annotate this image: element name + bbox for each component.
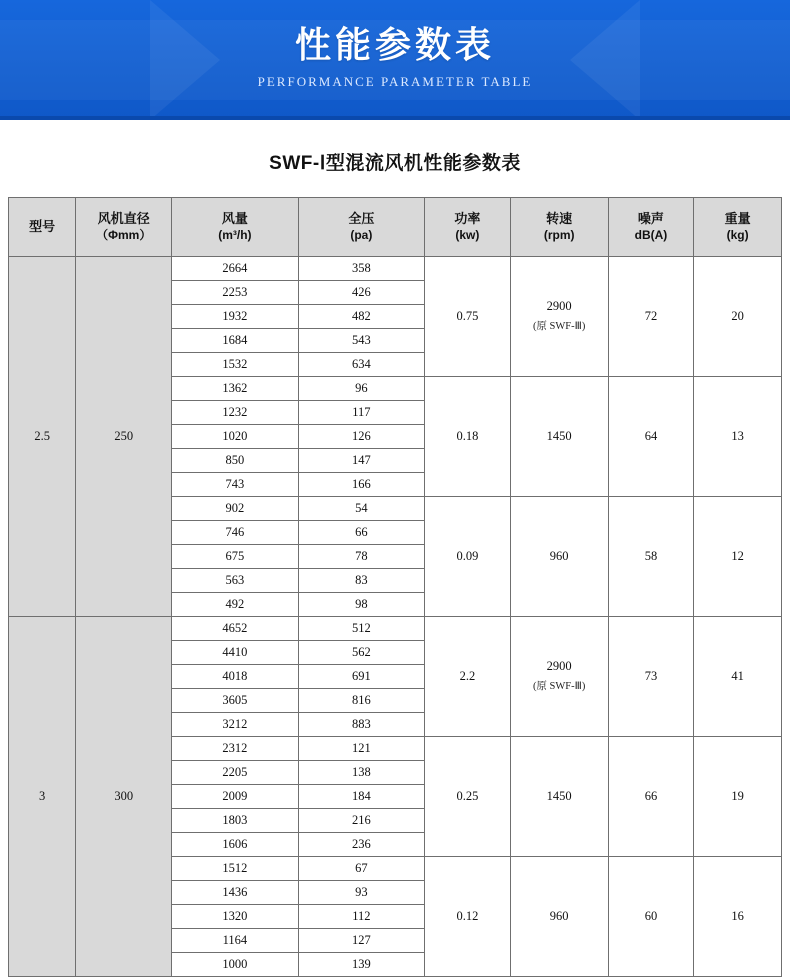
cell-power: 0.25: [425, 737, 511, 857]
speed-note: (原 SWF-Ⅲ): [532, 681, 586, 692]
cell-speed: [510, 737, 608, 857]
column-header-3: [298, 198, 424, 257]
column-header-label: 噪声: [637, 211, 664, 226]
cell-pressure: 482: [298, 305, 424, 329]
cell-noise: 58: [608, 497, 694, 617]
cell-power: 0.09: [425, 497, 511, 617]
table-header: [9, 198, 782, 257]
cell-pressure: 127: [298, 929, 424, 953]
cell-pressure: 512: [298, 617, 424, 641]
cell-speed: [510, 257, 608, 377]
cell-flow: 902: [172, 497, 298, 521]
cell-pressure: 543: [298, 329, 424, 353]
cell-pressure: 98: [298, 593, 424, 617]
table-header-row: [9, 198, 782, 257]
column-header-7: [694, 198, 782, 257]
cell-weight: 41: [694, 617, 782, 737]
cell-pressure: 67: [298, 857, 424, 881]
cell-model: 3: [9, 617, 76, 977]
column-header-unit: (kg): [726, 228, 749, 242]
speed-value: 2900: [546, 299, 572, 313]
cell-flow: 1684: [172, 329, 298, 353]
cell-pressure: 121: [298, 737, 424, 761]
spec-table-wrapper: [0, 197, 790, 977]
cell-pressure: 691: [298, 665, 424, 689]
cell-flow: 2312: [172, 737, 298, 761]
cell-pressure: 426: [298, 281, 424, 305]
cell-flow: 675: [172, 545, 298, 569]
cell-pressure: 138: [298, 761, 424, 785]
cell-pressure: 83: [298, 569, 424, 593]
page-title: SWF-Ⅰ型混流风机性能参数表: [269, 153, 521, 174]
performance-parameter-table: [8, 197, 782, 977]
cell-pressure: 816: [298, 689, 424, 713]
cell-flow: 1320: [172, 905, 298, 929]
cell-weight: 20: [694, 257, 782, 377]
cell-flow: 1436: [172, 881, 298, 905]
cell-pressure: 166: [298, 473, 424, 497]
cell-pressure: 54: [298, 497, 424, 521]
cell-pressure: 236: [298, 833, 424, 857]
cell-noise: 64: [608, 377, 694, 497]
cell-flow: 1606: [172, 833, 298, 857]
cell-flow: 3212: [172, 713, 298, 737]
column-header-1: [76, 198, 172, 257]
column-header-unit: (kw): [455, 228, 480, 242]
column-header-unit: （Φmm）: [96, 228, 152, 242]
cell-flow: 1164: [172, 929, 298, 953]
cell-flow: 563: [172, 569, 298, 593]
cell-flow: 1362: [172, 377, 298, 401]
cell-noise: 60: [608, 857, 694, 977]
column-header-2: [172, 198, 298, 257]
cell-noise: 73: [608, 617, 694, 737]
cell-noise: 66: [608, 737, 694, 857]
cell-pressure: 66: [298, 521, 424, 545]
column-header-0: [9, 198, 76, 257]
cell-flow: 1020: [172, 425, 298, 449]
column-header-unit: (m³/h): [218, 228, 252, 242]
column-header-label: 全压: [348, 211, 375, 226]
cell-pressure: 126: [298, 425, 424, 449]
cell-noise: 72: [608, 257, 694, 377]
cell-flow: 492: [172, 593, 298, 617]
cell-flow: 743: [172, 473, 298, 497]
cell-flow: 3605: [172, 689, 298, 713]
cell-flow: 2009: [172, 785, 298, 809]
cell-flow: 2253: [172, 281, 298, 305]
cell-power: 0.75: [425, 257, 511, 377]
column-header-unit: (rpm): [543, 228, 575, 242]
table-body: [9, 257, 782, 977]
column-header-unit: (pa): [350, 228, 373, 242]
cell-pressure: 117: [298, 401, 424, 425]
banner-title-en: PERFORMANCE PARAMETER TABLE: [257, 74, 533, 89]
cell-flow: 1932: [172, 305, 298, 329]
cell-flow: 2205: [172, 761, 298, 785]
cell-diameter: 300: [76, 617, 172, 977]
cell-speed: [510, 497, 608, 617]
cell-flow: 1000: [172, 953, 298, 977]
cell-weight: 19: [694, 737, 782, 857]
speed-value: 2900: [546, 659, 572, 673]
cell-pressure: 78: [298, 545, 424, 569]
cell-flow: 1532: [172, 353, 298, 377]
cell-model: 2.5: [9, 257, 76, 617]
column-header-label: 转速: [546, 211, 573, 226]
cell-speed: [510, 617, 608, 737]
column-header-unit: dB(A): [634, 228, 668, 242]
cell-flow: 1232: [172, 401, 298, 425]
column-header-label: 功率: [454, 211, 481, 226]
cell-speed: [510, 857, 608, 977]
cell-weight: 13: [694, 377, 782, 497]
cell-power: 2.2: [425, 617, 511, 737]
speed-value: 960: [549, 909, 569, 923]
cell-pressure: 147: [298, 449, 424, 473]
cell-flow: 4018: [172, 665, 298, 689]
column-header-label: 重量: [724, 211, 751, 226]
column-header-label: 风量: [221, 211, 248, 226]
cell-pressure: 562: [298, 641, 424, 665]
cell-flow: 4652: [172, 617, 298, 641]
cell-flow: 4410: [172, 641, 298, 665]
cell-pressure: 883: [298, 713, 424, 737]
column-header-6: [608, 198, 694, 257]
cell-pressure: 216: [298, 809, 424, 833]
cell-flow: 1512: [172, 857, 298, 881]
table-row: [9, 617, 782, 641]
column-header-label: 型号: [29, 219, 56, 234]
table-row: [9, 257, 782, 281]
column-header-label: 风机直径: [97, 211, 150, 226]
cell-power: 0.12: [425, 857, 511, 977]
cell-diameter: 250: [76, 257, 172, 617]
speed-value: 1450: [546, 429, 572, 443]
cell-speed: [510, 377, 608, 497]
page-banner: [0, 0, 790, 120]
cell-pressure: 112: [298, 905, 424, 929]
cell-pressure: 93: [298, 881, 424, 905]
cell-flow: 746: [172, 521, 298, 545]
cell-pressure: 634: [298, 353, 424, 377]
column-header-5: [510, 198, 608, 257]
speed-note: (原 SWF-Ⅲ): [532, 321, 586, 332]
banner-title-cn: 性能参数表: [294, 24, 495, 65]
banner-underline: [0, 116, 790, 120]
column-header-4: [425, 198, 511, 257]
speed-value: 960: [549, 549, 569, 563]
cell-flow: 2664: [172, 257, 298, 281]
cell-weight: 16: [694, 857, 782, 977]
cell-pressure: 96: [298, 377, 424, 401]
cell-flow: 1803: [172, 809, 298, 833]
cell-power: 0.18: [425, 377, 511, 497]
cell-pressure: 358: [298, 257, 424, 281]
cell-weight: 12: [694, 497, 782, 617]
cell-pressure: 139: [298, 953, 424, 977]
cell-flow: 850: [172, 449, 298, 473]
speed-value: 1450: [546, 789, 572, 803]
cell-pressure: 184: [298, 785, 424, 809]
